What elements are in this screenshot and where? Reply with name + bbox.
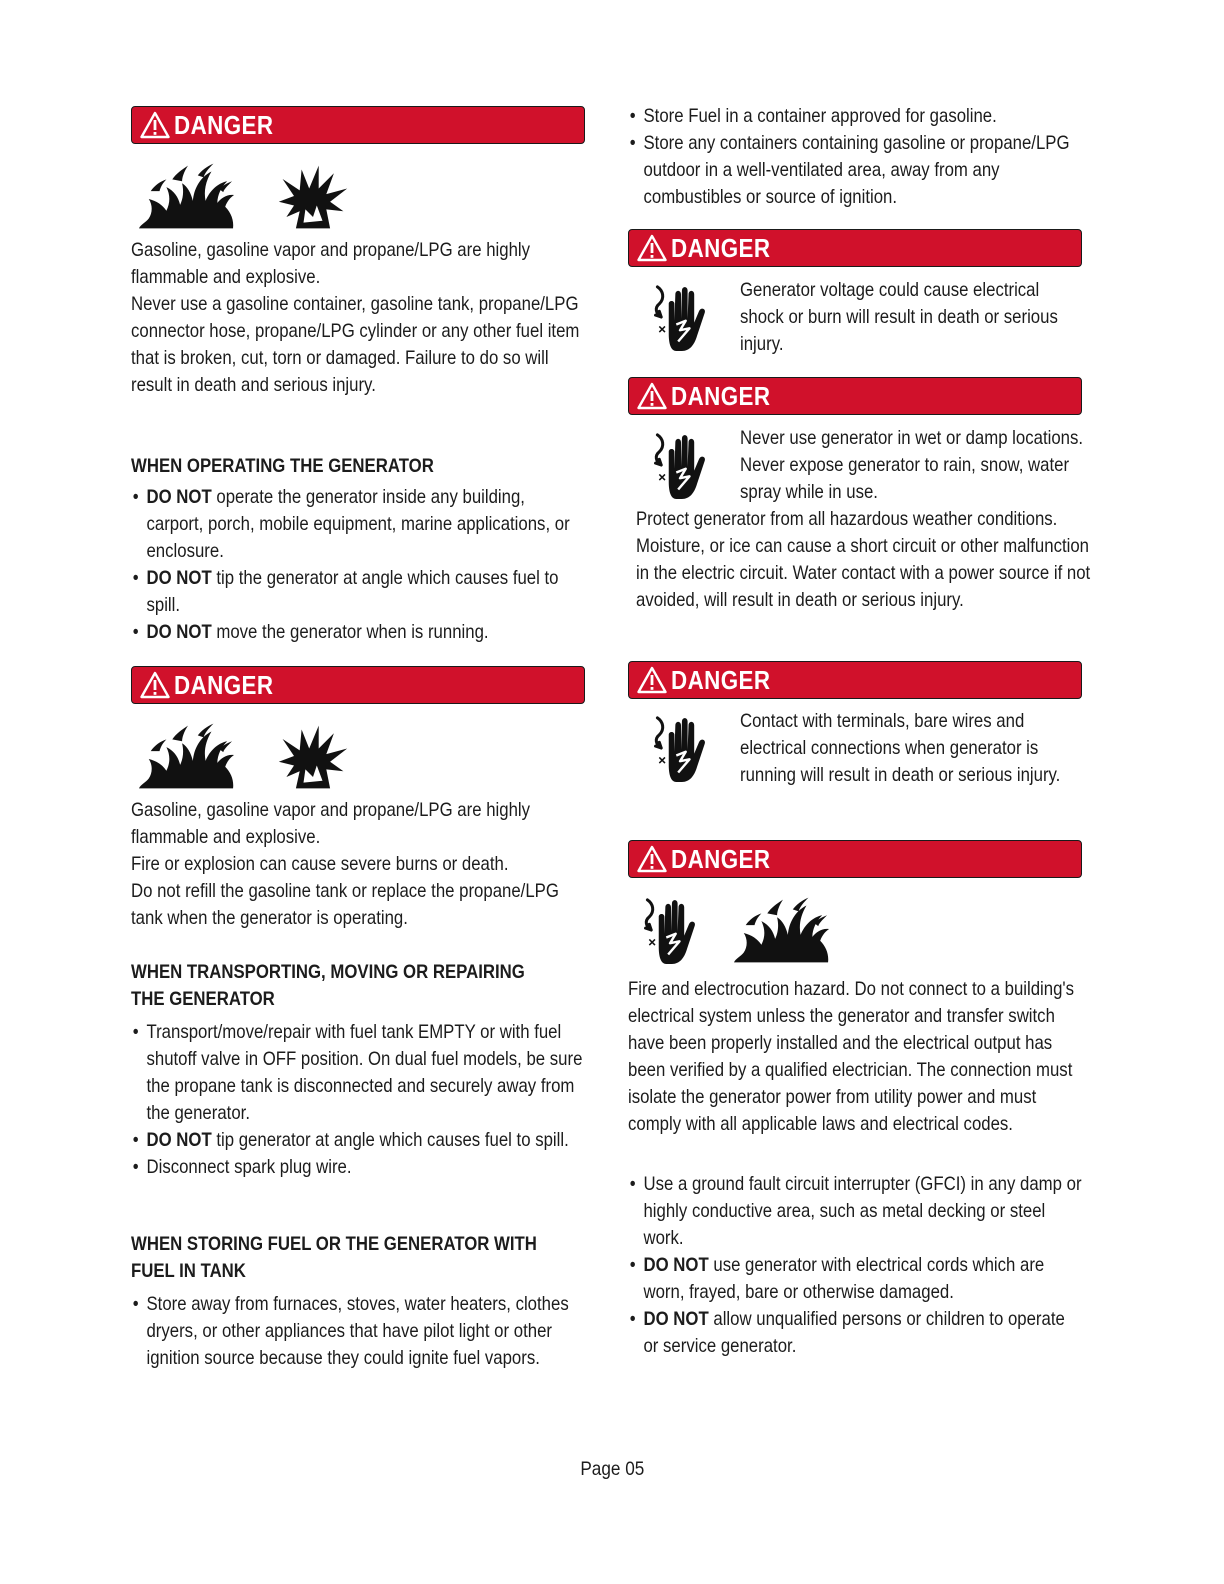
- danger1-p1: Gasoline, gasoline vapor and propane/LPG are highly flammable and explosive.: [131, 239, 531, 288]
- warning-triangle-icon: [140, 671, 170, 699]
- warning-triangle-icon: [637, 845, 667, 873]
- danger2-p2: Fire or explosion can cause severe burns or death.: [131, 853, 509, 875]
- electric-shock-hand-icon: [648, 279, 714, 355]
- danger-banner: [628, 661, 1082, 699]
- danger4-p2: Protect generator from all hazardous weather conditions. Moisture, or ice can cause a short circuit or other malfunction in the electric circuit. Water contact with a power source if not avoided, will result in death or serious injury.: [636, 508, 1091, 611]
- transporting-heading: WHEN TRANSPORTING, MOVING OR REPAIRING THE GENERATOR: [131, 961, 525, 1010]
- list-item: • Store away from furnaces, stoves, water heaters, clothes dryers, or other appliances that have pilot light or other ignition source because they could ignite fuel vapors.: [131, 1291, 586, 1372]
- fire-icon: [732, 894, 830, 966]
- page-number: Page 05: [580, 1458, 644, 1480]
- danger6-p1: Fire and electrocution hazard. Do not connect to a building's electrical system unless the generator and transfer switch have been properly installed and the electrical output has been verified by a qualified electrician. The connection must isolate the generator power from utility power and must comply with all applicable laws and electrical codes.: [628, 978, 1075, 1135]
- danger1-p2: Never use a gasoline container, gasoline tank, propane/LPG connector hose, propane/LPG cylinder or any other fuel item that is broken, cut, torn or damaged. Failure to do so will result in death and serious injury.: [131, 293, 580, 396]
- danger-label: DANGER: [671, 232, 771, 263]
- danger2-text: [131, 797, 586, 932]
- list-item: • DO NOT tip the generator at angle which causes fuel to spill.: [131, 565, 586, 619]
- warning-triangle-icon: [637, 382, 667, 410]
- warning-triangle-icon: [140, 111, 170, 139]
- page-footer: [0, 1458, 1224, 1481]
- danger2-p1: Gasoline, gasoline vapor and propane/LPG are highly flammable and explosive.: [131, 799, 531, 848]
- operating-list: [131, 484, 586, 646]
- danger3-text: Generator voltage could cause electrical shock or burn will result in death or serious injury.: [740, 279, 1058, 355]
- list-item: • Store any containers containing gasoline or propane/LPG outdoor in a well-ventilated area, away from any combustibles or source of ignition.: [628, 130, 1083, 211]
- danger-label: DANGER: [671, 664, 771, 695]
- electric-shock-hand-icon: [648, 427, 714, 503]
- danger-banner: [628, 840, 1082, 878]
- warning-triangle-icon: [637, 666, 667, 694]
- list-item: • DO NOT allow unqualified persons or children to operate or service generator.: [628, 1306, 1083, 1360]
- operating-heading: WHEN OPERATING THE GENERATOR: [131, 455, 434, 477]
- fire-icon: [137, 720, 235, 792]
- fire-icon: [137, 160, 235, 232]
- list-item: • DO NOT use generator with electrical cords which are worn, frayed, bare or otherwise damaged.: [628, 1252, 1083, 1306]
- list-item: • DO NOT operate the generator inside any building, carport, porch, mobile equipment, marine applications, or enclosure.: [131, 484, 586, 565]
- storing-list: [131, 1291, 586, 1372]
- danger-label: DANGER: [671, 380, 771, 411]
- explosion-icon: [275, 162, 351, 232]
- danger-banner: [628, 377, 1082, 415]
- electric-shock-hand-icon: [638, 892, 704, 968]
- danger-banner: [131, 106, 585, 144]
- danger-label: DANGER: [174, 669, 274, 700]
- list-item: • Use a ground fault circuit interrupter (GFCI) in any damp or highly conductive area, such as metal decking or steel work.: [628, 1171, 1083, 1252]
- danger1-text: [131, 237, 586, 399]
- list-item: • DO NOT tip generator at angle which causes fuel to spill.: [131, 1127, 586, 1154]
- danger5-text: Contact with terminals, bare wires and electrical connections when generator is running will result in death or serious injury.: [740, 710, 1061, 786]
- danger2-p3: Do not refill the gasoline tank or replace the propane/LPG tank when the generator is operating.: [131, 880, 559, 929]
- danger-banner: [131, 666, 585, 704]
- electric-shock-hand-icon: [648, 710, 714, 786]
- storing-heading: WHEN STORING FUEL OR THE GENERATOR WITH FUEL IN TANK: [131, 1233, 537, 1282]
- danger-label: DANGER: [671, 843, 771, 874]
- list-item: • Store Fuel in a container approved for gasoline.: [628, 103, 1083, 130]
- explosion-icon: [275, 722, 351, 792]
- list-item: • Disconnect spark plug wire.: [131, 1154, 586, 1181]
- danger-label: DANGER: [174, 109, 274, 140]
- danger4-text: Never use generator in wet or damp locations. Never expose generator to rain, snow, water spray while in use.: [740, 427, 1084, 503]
- list-item: • Transport/move/repair with fuel tank EMPTY or with fuel shutoff valve in OFF position. On dual fuel models, be sure the propane tank is disconnected and securely away from the generator.: [131, 1019, 586, 1127]
- list-item: • DO NOT move the generator when is running.: [131, 619, 586, 646]
- transporting-list: [131, 1019, 586, 1181]
- electrical-list: [628, 1171, 1083, 1360]
- warning-triangle-icon: [637, 234, 667, 262]
- danger-banner: [628, 229, 1082, 267]
- storing-list-continued: [628, 103, 1083, 211]
